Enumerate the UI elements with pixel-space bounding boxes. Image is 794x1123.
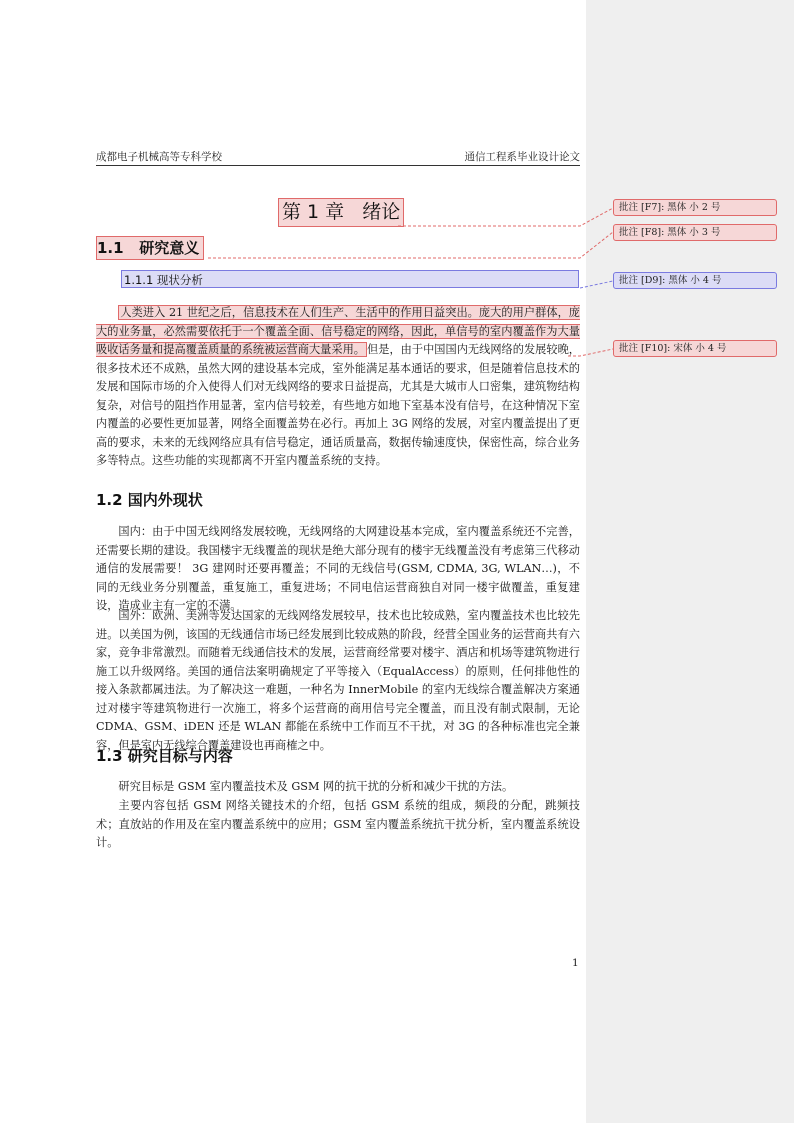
comment-f8[interactable]: 批注 [F8]: 黑体 小 3 号 bbox=[613, 224, 777, 241]
section-heading-1-3: 1.3 研究目标与内容 bbox=[96, 747, 233, 765]
comment-pane bbox=[586, 0, 794, 1123]
paragraph-status-rest: 但是，由于中国国内无线网络的发展较晚，很多技术还不成熟，虽然大网的建设基本完成，室外能满足基本通话的要求，但是随着信息技术的发展和国际市场的介入使得人们对无线网络的要求日益提高，尤其是大城市人口密集，建筑物结构复杂，对信号的阻挡作用显著，室内信号较差，有些地方如地下室基本没有信号，在这种情况下室内覆盖的必要性更加显著，网络全面覆盖势在必行。再加上 3G 网络的发展，对室内覆盖提出了更高的要求，未来的无线网络应具有信号稳定，通话质量高，数据传输速度快，保密性高，综合业务多等特点。这些功能的实现都离不开室内覆盖系统的支持。 bbox=[96, 343, 580, 467]
page-header bbox=[96, 149, 580, 165]
paragraph-content: 主要内容包括 GSM 网络关键技术的介绍，包括 GSM 系统的组成，频段的分配，跳频技术；直放站的作用及在室内覆盖系统中的应用；GSM 室内覆盖系统抗干扰分析，室内覆盖系统设计。 bbox=[96, 799, 580, 849]
header-school: 成都电子机械高等专科学校 bbox=[96, 151, 222, 163]
paragraph-status-marked[interactable]: 人类进入 21 世纪之后，信息技术在人们生产、生活中的作用日益突出。庞大的用户群体，庞大的业务量，必然需要依托于一个覆盖全面、信号稳定的网络，因此，单信号的室内覆盖作为大量吸收话务量和提高覆盖质量的系统被运营商大量采用。 bbox=[96, 306, 580, 356]
paragraph-goal: 研究目标是 GSM 室内覆盖技术及 GSM 网的抗干扰的分析和减少干扰的方法。 bbox=[118, 780, 514, 793]
chapter-title[interactable]: 第 1 章 绪论 bbox=[278, 198, 404, 227]
comment-f7[interactable]: 批注 [F7]: 黑体 小 2 号 bbox=[613, 199, 777, 216]
section-heading-1-2: 1.2 国内外现状 bbox=[96, 491, 203, 509]
paragraph-foreign: 国外：欧洲、美洲等发达国家的无线网络发展较早，技术也比较成熟，室内覆盖技术也比较先进。以美国为例，该国的无线通信市场已经发展到比较成熟的阶段，经营全国业务的运营商共有六家，竞争非常激烈。而随着无线通信技术的发展，运营商经常要对楼宇、酒店和机场等建筑物进行施工以升级网络。美国的通信法案明确规定了平等接入（EqualAccess）的原则，任何排他性的接入条款都属违法。为了解决这一难题，一种名为 InnerMobile 的室内无线综合覆盖解决方案通过对楼宇等建筑物进行一次施工，将多个运营商的商用信号完全覆盖，而且没有制式限制，无论 CDMA、GSM、iDEN 还是 WLAN 都能在系统中工作而互不干扰，对 3G 的各种标准也完全兼容，但是室内无线综合覆盖建设也再商榷之中。 bbox=[96, 609, 580, 752]
paragraph-status[interactable] bbox=[96, 304, 580, 471]
section-heading-1-1-1[interactable]: 1.1.1 现状分析 bbox=[121, 270, 579, 288]
section-heading-1-1[interactable]: 1.1 研究意义 bbox=[96, 236, 204, 260]
connector-f7 bbox=[398, 208, 613, 226]
comment-f10[interactable]: 批注 [F10]: 宋体 小 4 号 bbox=[613, 340, 777, 357]
comment-d9[interactable]: 批注 [D9]: 黑体 小 4 号 bbox=[613, 272, 777, 289]
connector-f8 bbox=[208, 232, 613, 258]
paragraph-domestic: 国内：由于中国无线网络发展较晚，无线网络的大网建设基本完成，室内覆盖系统还不完善，还需要长期的建设。我国楼宇无线覆盖的现状是绝大部分现有的楼宇无线覆盖没有考虑第三代移动通信的发展需要！ 3G 建网时还要再覆盖；不同的无线信号(GSM, CDMA, 3G, WLAN…)，不同的无线业务分别覆盖，重复施工，重复进场；不同电信运营商独自对同一楼宇做覆盖，重复建设，造成业主有一定的不满。 bbox=[96, 525, 580, 612]
header-dept: 通信工程系毕业设计论文 bbox=[464, 151, 580, 163]
page-number: 1 bbox=[572, 957, 579, 969]
header-rule bbox=[96, 165, 580, 166]
